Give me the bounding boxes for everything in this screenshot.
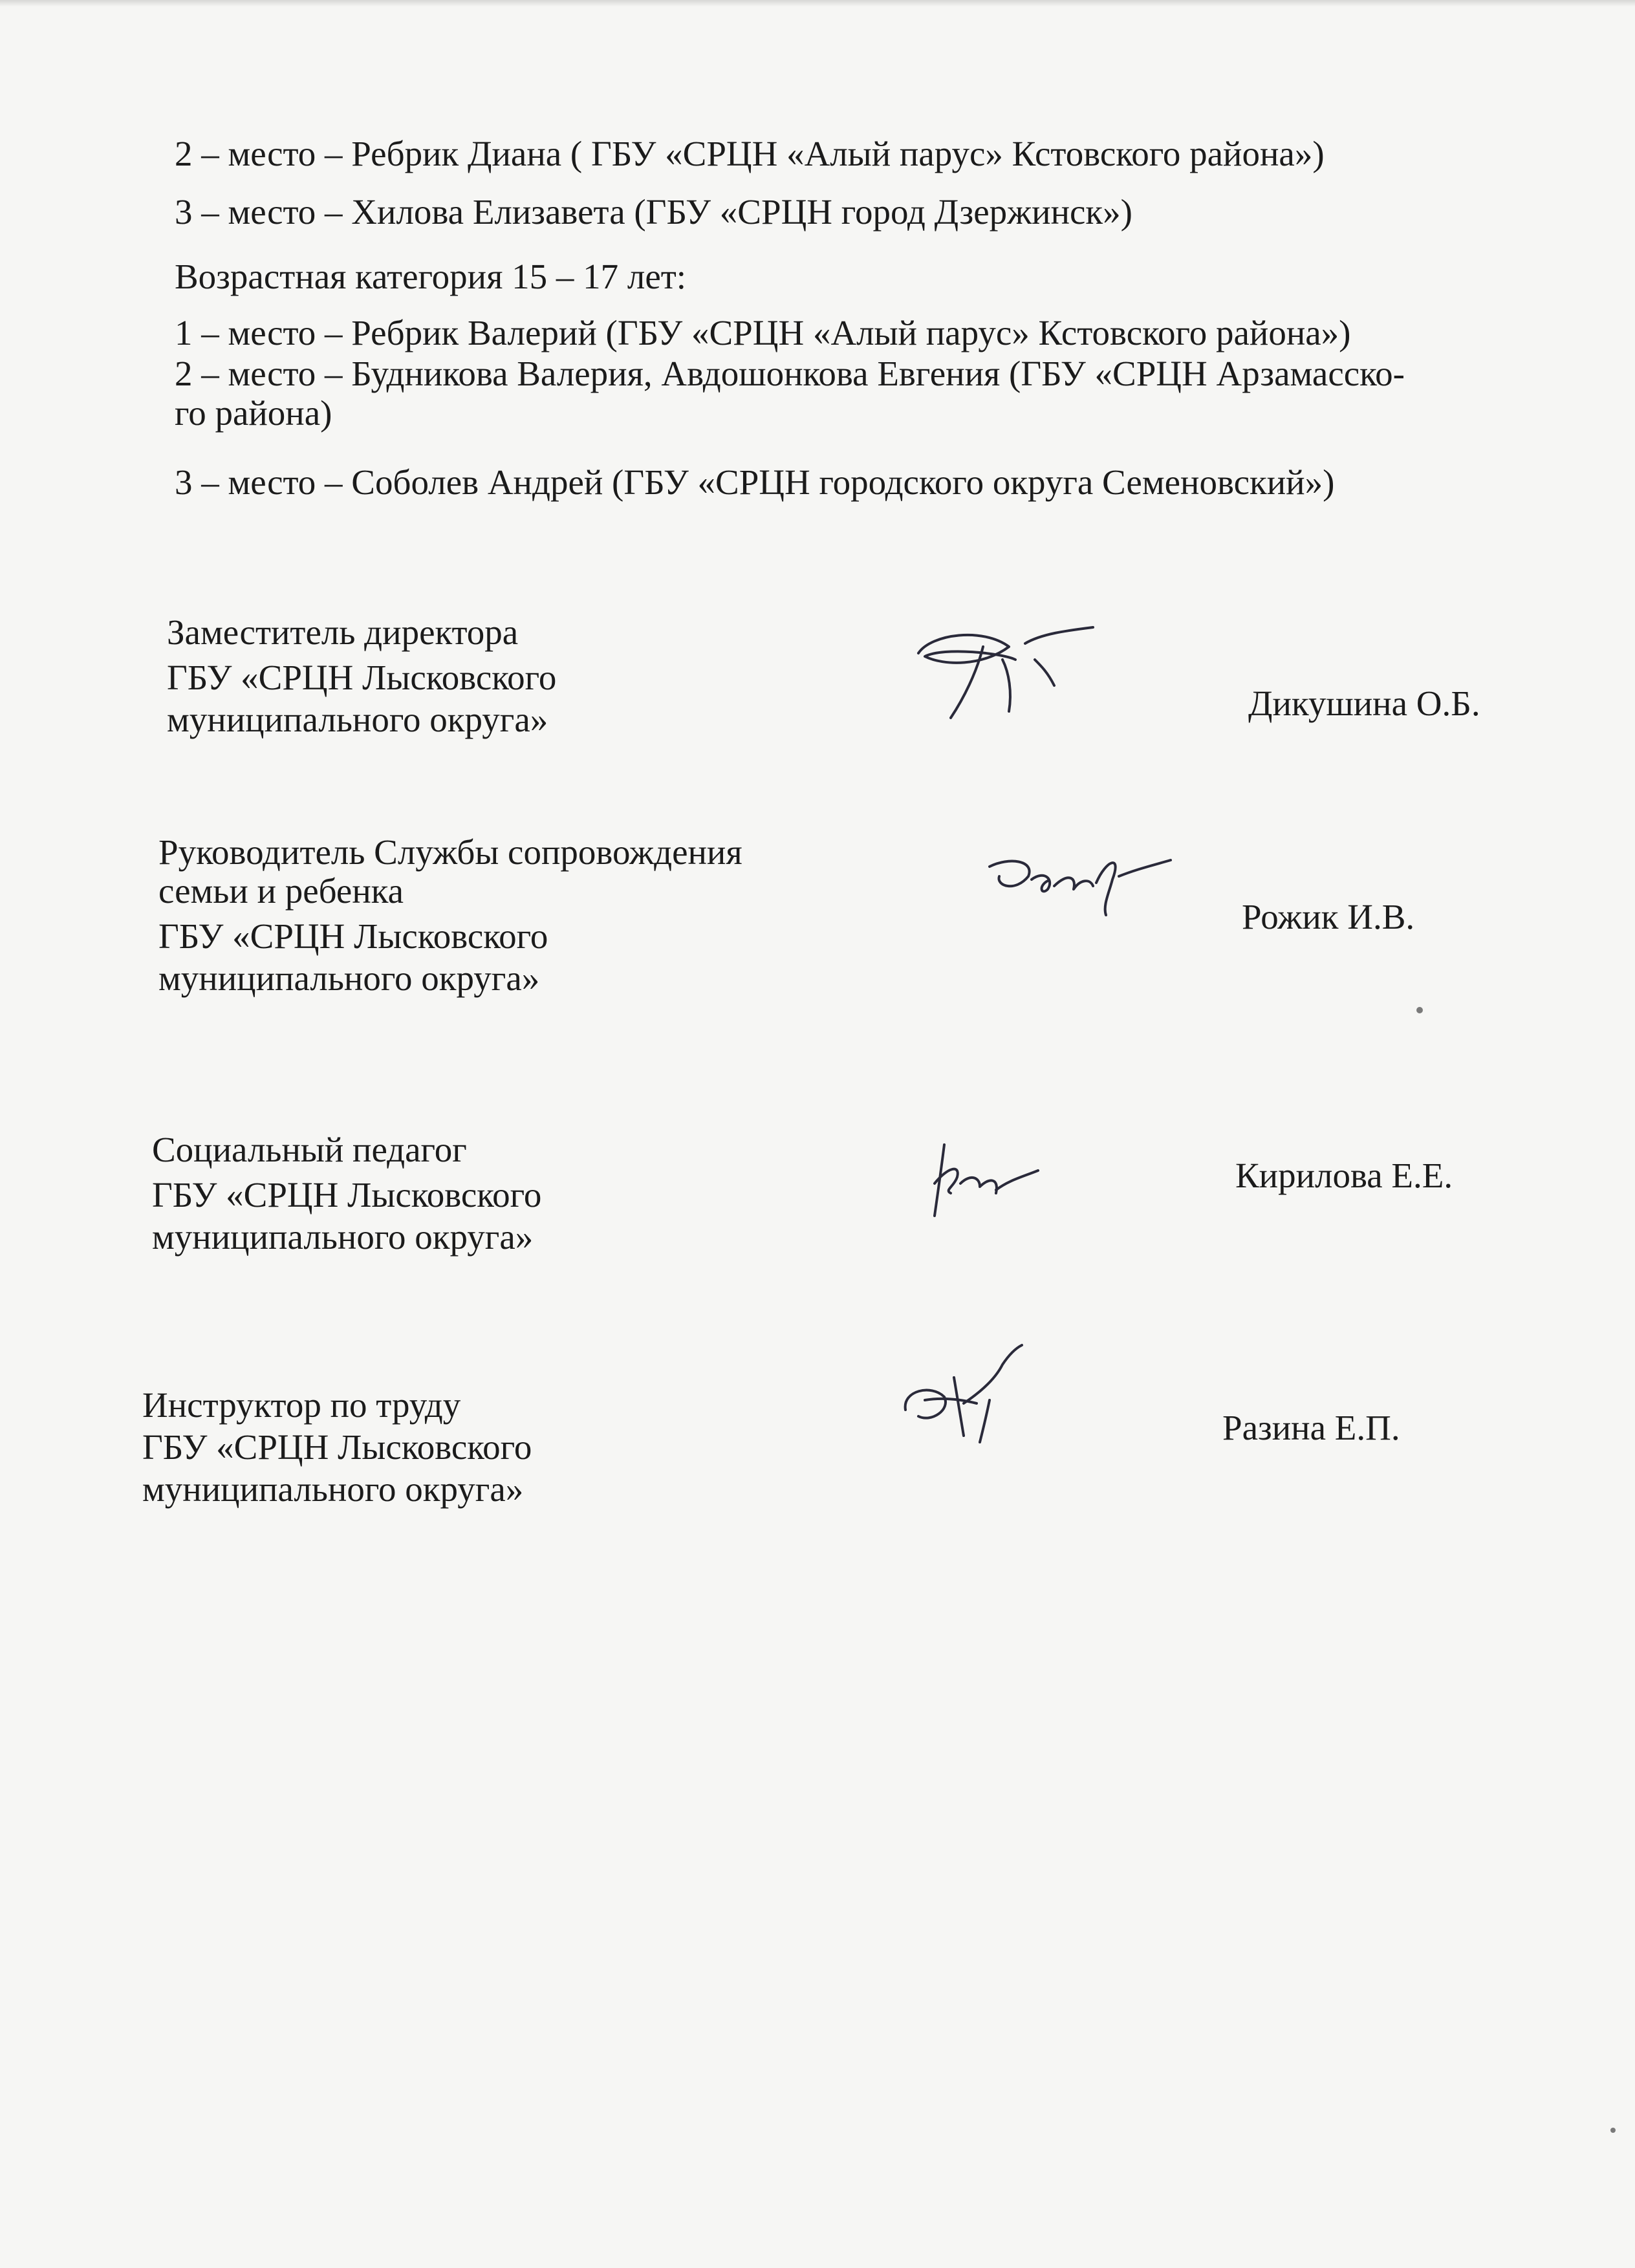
signatory-1-position-line: муниципального округа» [167,700,548,739]
result-line: 2 – место – Будникова Валерия, Авдошонкова Евгения (ГБУ «СРЦН Арзамасско- [175,354,1405,393]
result-line: 2 – место – Ребрик Диана ( ГБУ «СРЦН «Алый парус» Кстовского района») [175,134,1325,173]
scan-speck [1610,2128,1616,2133]
signatory-4-position-line: ГБУ «СРЦН Лысковского [142,1427,532,1467]
signatory-2-name: Рожик И.В. [1242,897,1415,936]
signatory-2-position-line: ГБУ «СРЦН Лысковского [158,916,548,956]
signature-4-image [893,1339,1048,1455]
signatory-1-position-line: Заместитель директора [167,612,519,652]
signatory-4-name: Разина Е.П. [1222,1408,1400,1447]
result-line: го района) [175,393,332,433]
signatory-3-name: Кирилова Е.Е. [1235,1156,1453,1195]
page-top-edge [0,0,1635,6]
signatory-2-position-line: Руководитель Службы сопровождения [158,832,742,872]
signatory-4-position-line: муниципального округа» [142,1469,524,1509]
signatory-1-name: Дикушина О.Б. [1248,684,1480,723]
result-line: 3 – место – Соболев Андрей (ГБУ «СРЦН городского округа Семеновский») [175,462,1335,502]
signature-1-image [905,621,1099,731]
signatory-3-position-line: муниципального округа» [152,1217,534,1257]
age-category-heading: Возрастная категория 15 – 17 лет: [175,257,687,296]
signatory-4-position-line: Инструктор по труду [142,1385,461,1425]
result-line: 1 – место – Ребрик Валерий (ГБУ «СРЦН «Алый парус» Кстовского района») [175,313,1351,352]
signature-2-image [983,841,1177,925]
signatory-3-position-line: ГБУ «СРЦН Лысковского [152,1175,542,1215]
signatory-1-position-line: ГБУ «СРЦН Лысковского [167,658,557,697]
signatory-2-position-line: муниципального округа» [158,958,540,998]
signatory-3-position-line: Социальный педагог [152,1130,467,1169]
result-line: 3 – место – Хилова Елизавета (ГБУ «СРЦН город Дзержинск») [175,192,1132,232]
signatory-2-position-line: семьи и ребенка [158,871,404,911]
scan-speck [1416,1007,1423,1013]
signature-3-image [918,1132,1048,1222]
